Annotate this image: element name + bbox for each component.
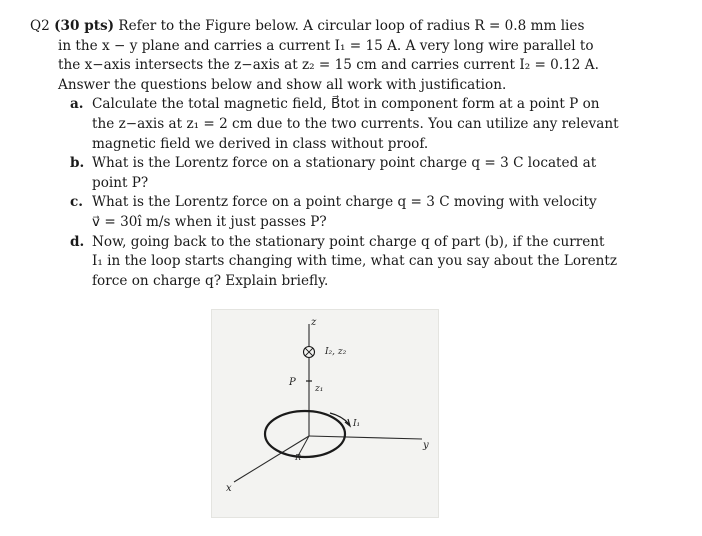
part-a-line-2: the z−axis at z₁ = 2 cm due to the two currents. You can utilize any relevant — [92, 115, 619, 132]
current-loop — [265, 411, 345, 457]
figure-sketch — [211, 309, 439, 518]
part-b — [70, 154, 650, 193]
part-a-line-3: magnetic field we derived in class without proof. — [92, 135, 429, 152]
part-c-line-2: v⃗ = 30î m/s when it just passes P? — [92, 213, 327, 230]
part-d-line-1: Now, going back to the stationary point charge q of part (b), if the current — [92, 233, 605, 250]
question-points: (30 pts) — [54, 18, 115, 34]
part-a-label: a. — [70, 96, 84, 113]
part-a — [70, 95, 650, 154]
figure-svg — [212, 310, 438, 517]
point-z-label: z₁ — [315, 384, 324, 394]
x-axis-label: x — [226, 483, 232, 494]
question-intro-line-2: in the x − y plane and carries a current I₁ = 15 A. A very long wire parallel to — [58, 37, 594, 54]
part-d — [70, 233, 650, 292]
part-a-line-1: Calculate the total magnetic field, B⃗tot in component form at a point P on — [92, 96, 600, 113]
part-c-label: c. — [70, 194, 84, 211]
wire-label: I₂, z₂ — [325, 347, 347, 357]
part-d-label: d. — [70, 233, 85, 250]
question-parts — [30, 95, 650, 291]
question-block — [30, 17, 650, 291]
y-axis-line — [309, 436, 422, 439]
intro-text: Refer to the Figure below. A circular loop of radius R = 0.8 mm lies — [118, 18, 585, 34]
question-intro-line-4: Answer the questions below and show all work with justification. — [58, 76, 507, 93]
point-p-label: P — [289, 377, 296, 388]
radius-label: R — [295, 453, 302, 462]
question-intro-line-1 — [30, 17, 650, 37]
loop-current-label: I₁ — [353, 419, 361, 429]
part-d-line-2: I₁ in the loop starts changing with time, what can you say about the Lorentz — [92, 253, 617, 270]
part-c — [70, 193, 650, 232]
y-axis-label: y — [423, 440, 429, 451]
part-c-line-1: What is the Lorentz force on a point charge q = 3 C moving with velocity — [92, 194, 597, 211]
part-d-line-3: force on charge q? Explain briefly. — [92, 272, 329, 289]
part-b-label: b. — [70, 155, 85, 172]
question-intro-line-3: the x−axis intersects the z−axis at z₂ = 15 cm and carries current I₂ = 0.12 A. — [58, 57, 599, 74]
part-b-line-1: What is the Lorentz force on a stationary point charge q = 3 C located at — [92, 155, 597, 172]
part-b-line-2: point P? — [92, 174, 149, 191]
question-number: Q2 — [30, 18, 50, 34]
z-axis-label: z — [311, 317, 317, 328]
